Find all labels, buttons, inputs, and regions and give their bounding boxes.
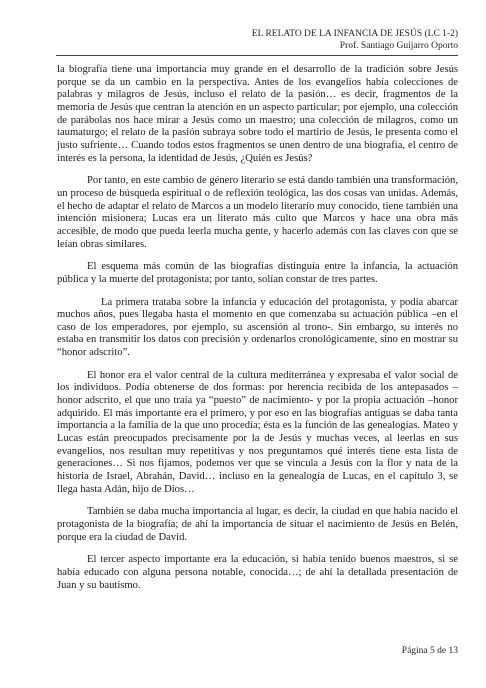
header-divider [56, 55, 458, 56]
paragraph-2: Por tanto, en este cambio de género literario se está dando también una transformación, un proceso de búsqueda espiritual o de reflexión teológica, las dos cosas van unidas. Además, el hecho de adaptar el relato de Marcos a un modelo literario muy conocido, tiene también una intención misionera; Lucas era un literato más culto que Marcos y hace una obra más accesible, de modo que pueda leerla mucha gente, y hacerlo además con las claves con que se leían obras similares. [57, 175, 458, 250]
paragraph-1: la biografía tiene una importancia muy grande en el desarrollo de la tradición sobre Jesús porque se da un cambio en la perspectiva. Antes de los evangelios había colecciones de palabras y milagros de Jesús, incluso el relato de la pasión… es decir, fragmentos de la memoria de Jesús que centran la atención en un aspecto particular; por ejemplo, una colección de parábolas nos hace mirar a Jesús como un maestro; una colección de milagros, como un taumaturgo; el relato de la pasión subraya sobre todo el martirio de Jesús, le presenta como el justo sufriente… Cuando todos estos fragmentos se unen dentro de una biografía, el centro de interés es la persona, la identidad de Jesús, ¿Quién es Jesús? [57, 64, 458, 164]
paragraph-3: El esquema más común de las biografías distinguía entre la infancia, la actuación pública y la muerte del protagonista; por tanto, solían constar de tres partes. [57, 261, 458, 285]
paragraph-6: También se daba mucha importancia al lugar, es decir, la ciudad en que había nacido el protagonista de la biografía; de ahí la importancia de situar el nacimiento de Jesús en Belén, porque era la ciudad de David. [57, 506, 458, 543]
running-header [252, 28, 458, 52]
paragraph-7: El tercer aspecto importante era la educación, si había tenido buenos maestros, si se había educado con alguna persona notable, conocida…; de ahí la detallada presentación de Juan y su bautismo. [57, 554, 458, 591]
header-author: Prof. Santiago Guijarro Oporto [339, 41, 458, 51]
paragraph-5: El honor era el valor central de la cultura mediterránea y expresaba el valor social de los individuos. Podía obtenerse de dos formas: por herencia recibida de los antepasados –honor adscrito, el que uno traía ya “puesto” de nacimiento- y por la propia actuación –honor adquirido. El más importante era el primero, y por eso en las biografías antiguas se daba tanta importancia a la familia de la que uno procedía; ésta es la función de las genealogías. Mateo y Lucas están preocupados precisamente por la de Jesús y muchas veces, al leerlas en sus evangelios, nos resultan muy repetitivas y nos preguntamos qué interés tiene esta lista de generaciones… Si nos fijamos, podemos ver que se vincula a Jesús con la flor y nata de la historia de Israel, Abrahán, David… incluso en la genealogía de Lucas, en el capítulo 3, se llega hasta Adán, hijo de Dios… [57, 369, 458, 495]
paragraph-4: La primera trataba sobre la infancia y educación del protagonista, y podía abarcar muchos años, pues llegaba hasta el momento en que comenzaba su actuación pública –en el caso de los emperadores, por ejemplo, su ascensión al trono-. Sin embargo, su interés no estaba en transmitir los datos con precisión y ordenarlos cronológicamente, sino en mostrar su “honor adscrito”. [57, 296, 458, 359]
header-title: EL RELATO DE LA INFANCIA DE JESÚS (LC 1-2) [251, 29, 458, 39]
page-number: Página 5 de 13 [401, 646, 458, 656]
body-text [57, 64, 458, 602]
